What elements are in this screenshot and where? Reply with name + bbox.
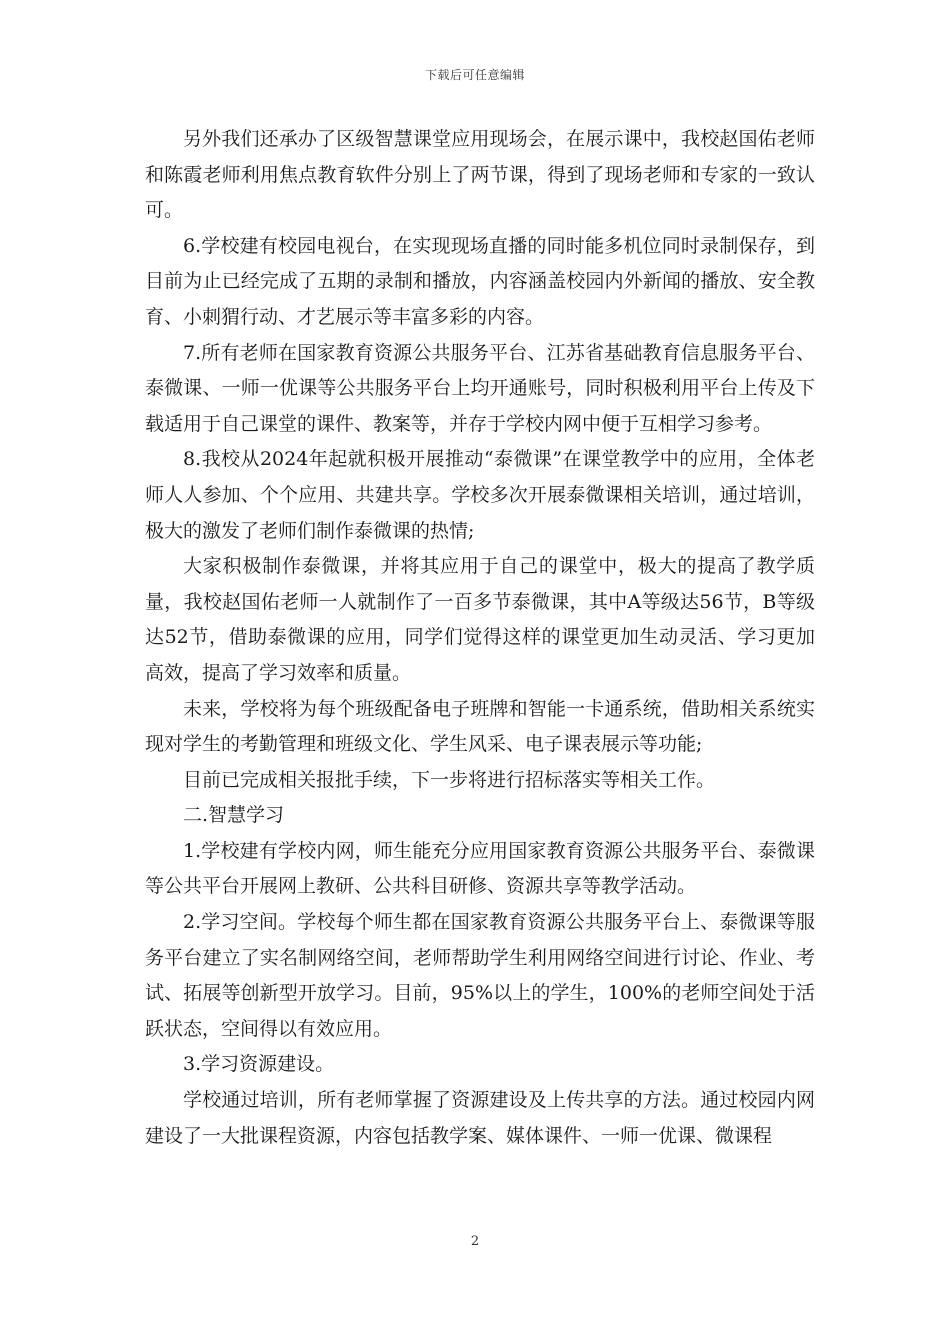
paragraph-9: 2.学习空间。学校每个师生都在国家教育资源公共服务平台上、泰微课等服务平台建立了实名制网络空间，老师帮助学生利用网络空间进行讨论、作业、考试、拓展等创新型开放学习。目前，95%以上的学生，100%的老师空间处于活跃状态，空间得以有效应用。 [145,911,815,1040]
document-body [145,122,815,1154]
section-heading: 二.智慧学习 [183,804,285,827]
page-header: 下载后可任意编辑 [424,68,525,82]
paragraph-5: 大家积极制作泰微课，并将其应用于自己的课堂中，极大的提高了教学质量，我校赵国佑老师一人就制作了一百多节泰微课，其中A等级达56节，B等级达52节，借助泰微课的应用，同学们觉得这样的课堂更加生动灵活、学习更加高效，提高了学习效率和质量。 [145,555,815,684]
paragraph-11: 学校通过培训，所有老师掌握了资源建设及上传共享的方法。通过校园内网建设了一大批课程资源，内容包括教学案、媒体课件、一师一优课、微课程 [145,1089,815,1147]
paragraph-3: 7.所有老师在国家教育资源公共服务平台、江苏省基础教育信息服务平台、泰微课、一师一优课等公共服务平台上均开通账号，同时积极利用平台上传及下载适用于自己课堂的课件、教案等，并存于学校内网中便于互相学习参考。 [145,341,815,435]
paragraph-10: 3.学习资源建设。 [183,1053,335,1076]
page-number: 2 [470,1234,480,1249]
paragraph-2: 6.学校建有校园电视台，在实现现场直播的同时能多机位同时录制保存，到目前为止已经完成了五期的录制和播放，内容涵盖校园内外新闻的播放、安全教育、小刺猬行动、才艺展示等丰富多彩的内容。 [145,234,815,328]
paragraph-8: 1.学校建有学校内网，师生能充分应用国家教育资源公共服务平台、泰微课等公共平台开展网上教研、公共科目研修、资源共享等教学活动。 [145,839,815,898]
paragraph-4: 8.我校从2024年起就积极开展推动“泰微课”在课堂教学中的应用，全体老师人人参加、个个应用、共建共享。学校多次开展泰微课相关培训，通过培训，极大的激发了老师们制作泰微课的热情; [145,448,815,542]
paragraph-6: 未来，学校将为每个班级配备电子班牌和智能一卡通系统，借助相关系统实现对学生的考勤管理和班级文化、学生风采、电子课表展示等功能; [145,697,815,756]
paragraph-7: 目前已完成相关报批手续，下一步将进行招标落实等相关工作。 [183,768,716,791]
paragraph-1: 另外我们还承办了区级智慧课堂应用现场会，在展示课中，我校赵国佑老师和陈霞老师利用焦点教育软件分别上了两节课，得到了现场老师和专家的一致认可。 [145,128,815,222]
